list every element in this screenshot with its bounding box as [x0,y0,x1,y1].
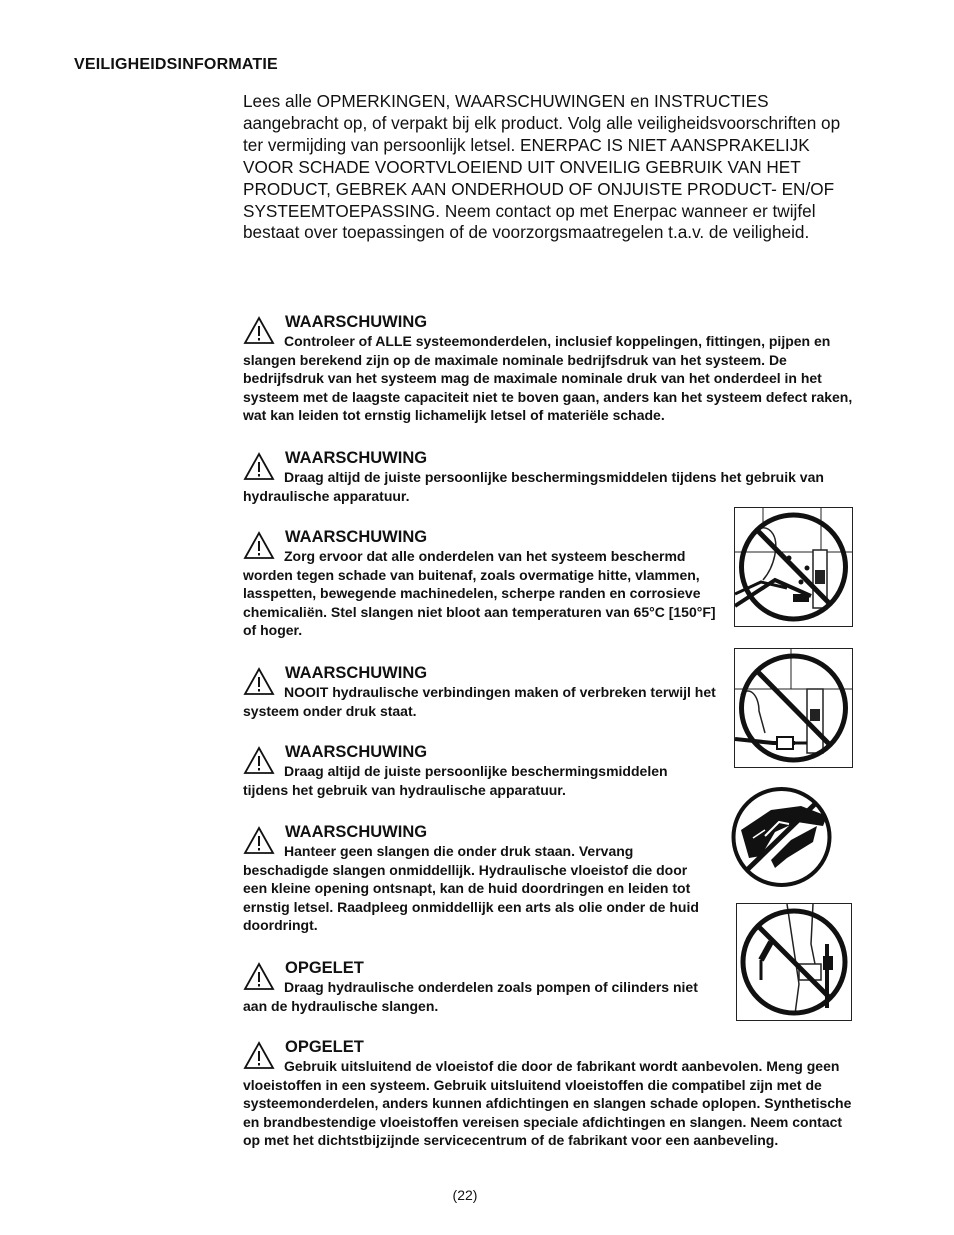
caution-text: Draag hydraulische onderdelen zoals pompen of cilinders niet aan de hydraulische slangen. [243,979,698,1014]
warning-title: WAARSCHUWING [285,664,428,682]
warning-text: Draag altijd de juiste persoonlijke beschermingsmiddelen tijdens het gebruik van hydraulische apparatuur. [243,763,668,798]
intro-text [243,91,863,244]
intro-paragraph: Lees alle OPMERKINGEN, WAARSCHUWINGEN en INSTRUCTIES aangebracht op, of verpakt bij elk product. Volg alle veiligheidsvoorschriften op ter vermijding van persoonlijk letsel. ENERPAC IS NIET AANSPRAKELIJK VOOR SCHADE VOORTVLOEIEND UIT ONVEILIG GEBRUIK VAN HET PRODUCT, GEBREK AAN ONDERHOUD OF ONJUISTE PRODUCT- EN/OF SYSTEEMTOEPASSING. Neem contact op met Enerpac wanneer er twijfel bestaat over toepassingen of de voorzorgsmaatregelen t.a.v. de veiligheid. [243,91,841,243]
warning-text: Zorg ervoor dat alle onderdelen van het systeem beschermd worden tegen schade van buitenaf, zoals overmatige hitte, vlammen, lasspetten, bewegende machinedelen, scherpe randen en corrosieve chemicaliën. Stel slangen niet bloot aan temperaturen van 65°C [150°F] of hoger. [243,548,716,639]
warning-block-3 [243,527,721,640]
warning-triangle-icon [243,667,275,696]
warning-triangle-icon [243,531,275,560]
page-number: (22) [452,1187,478,1203]
warning-text: Controleer of ALLE systeemonderdelen, inclusief koppelingen, fittingen, pijpen en slangen berekend zijn op de maximale nominale bedrijfsdruk van het systeem. De bedrijfsdruk van het systeem mag de maximale nominale druk van het onderdeel in het systeem met de laagste capaciteit niet te boven gaan, anders kan het systeem defect raken, wat kan leiden tot ernstig lichamelijk letsel of materiële schade. [243,333,853,424]
caution-block-2 [243,1037,859,1150]
no-heat-damage-pictogram [734,507,853,627]
warning-block-2 [243,448,855,505]
warning-title: WAARSCHUWING [285,313,428,331]
no-carry-by-hose-pictogram [736,903,852,1021]
warning-triangle-icon [243,826,275,855]
warning-text: NOOIT hydraulische verbindingen maken of verbreken terwijl het systeem onder druk staat. [243,684,716,719]
warning-block-5 [243,742,713,799]
section-heading: VEILIGHEIDSINFORMATIE [74,56,278,73]
no-disconnect-under-pressure-pictogram [734,648,853,768]
warning-triangle-icon [243,316,275,345]
warning-title: WAARSCHUWING [285,528,428,546]
warning-triangle-icon [243,746,275,775]
no-handling-pressurized-hose-pictogram [731,786,832,888]
caution-title: OPGELET [285,1038,364,1056]
warning-triangle-icon [243,452,275,481]
warning-block-1 [243,312,855,425]
caution-text: Gebruik uitsluitend de vloeistof die door de fabrikant wordt aanbevolen. Meng geen vloeistoffen in een systeem. Gebruik uitsluitend vloeistoffen die compatibel zijn met de systeemonderdelen, anders kunnen afdichtingen en slangen schade oplopen. Synthetische en brandbestendige vloeistoffen vereisen speciale afdichtingen en slangen. Neem contact op met het dichtstbijzijnde servicecentrum of de fabrikant voor een aanbeveling. [243,1058,852,1149]
warning-triangle-icon [243,1041,275,1070]
warning-block-4 [243,663,725,720]
warning-title: WAARSCHUWING [285,449,428,467]
warning-title: WAARSCHUWING [285,823,428,841]
caution-block-1 [243,958,713,1015]
warning-text: Draag altijd de juiste persoonlijke beschermingsmiddelen tijdens het gebruik van hydraulische apparatuur. [243,469,824,504]
warning-text: Hanteer geen slangen die onder druk staan. Vervang beschadigde slangen onmiddellijk. Hydraulische vloeistof die door een kleine opening ontsnapt, kan de huid doordringen en leiden tot ernstig letsel. Raadpleeg onmiddellijk een arts als olie onder de huid doordringt. [243,843,699,934]
warning-triangle-icon [243,962,275,991]
warning-title: WAARSCHUWING [285,743,428,761]
warning-block-6 [243,822,713,935]
caution-title: OPGELET [285,959,364,977]
